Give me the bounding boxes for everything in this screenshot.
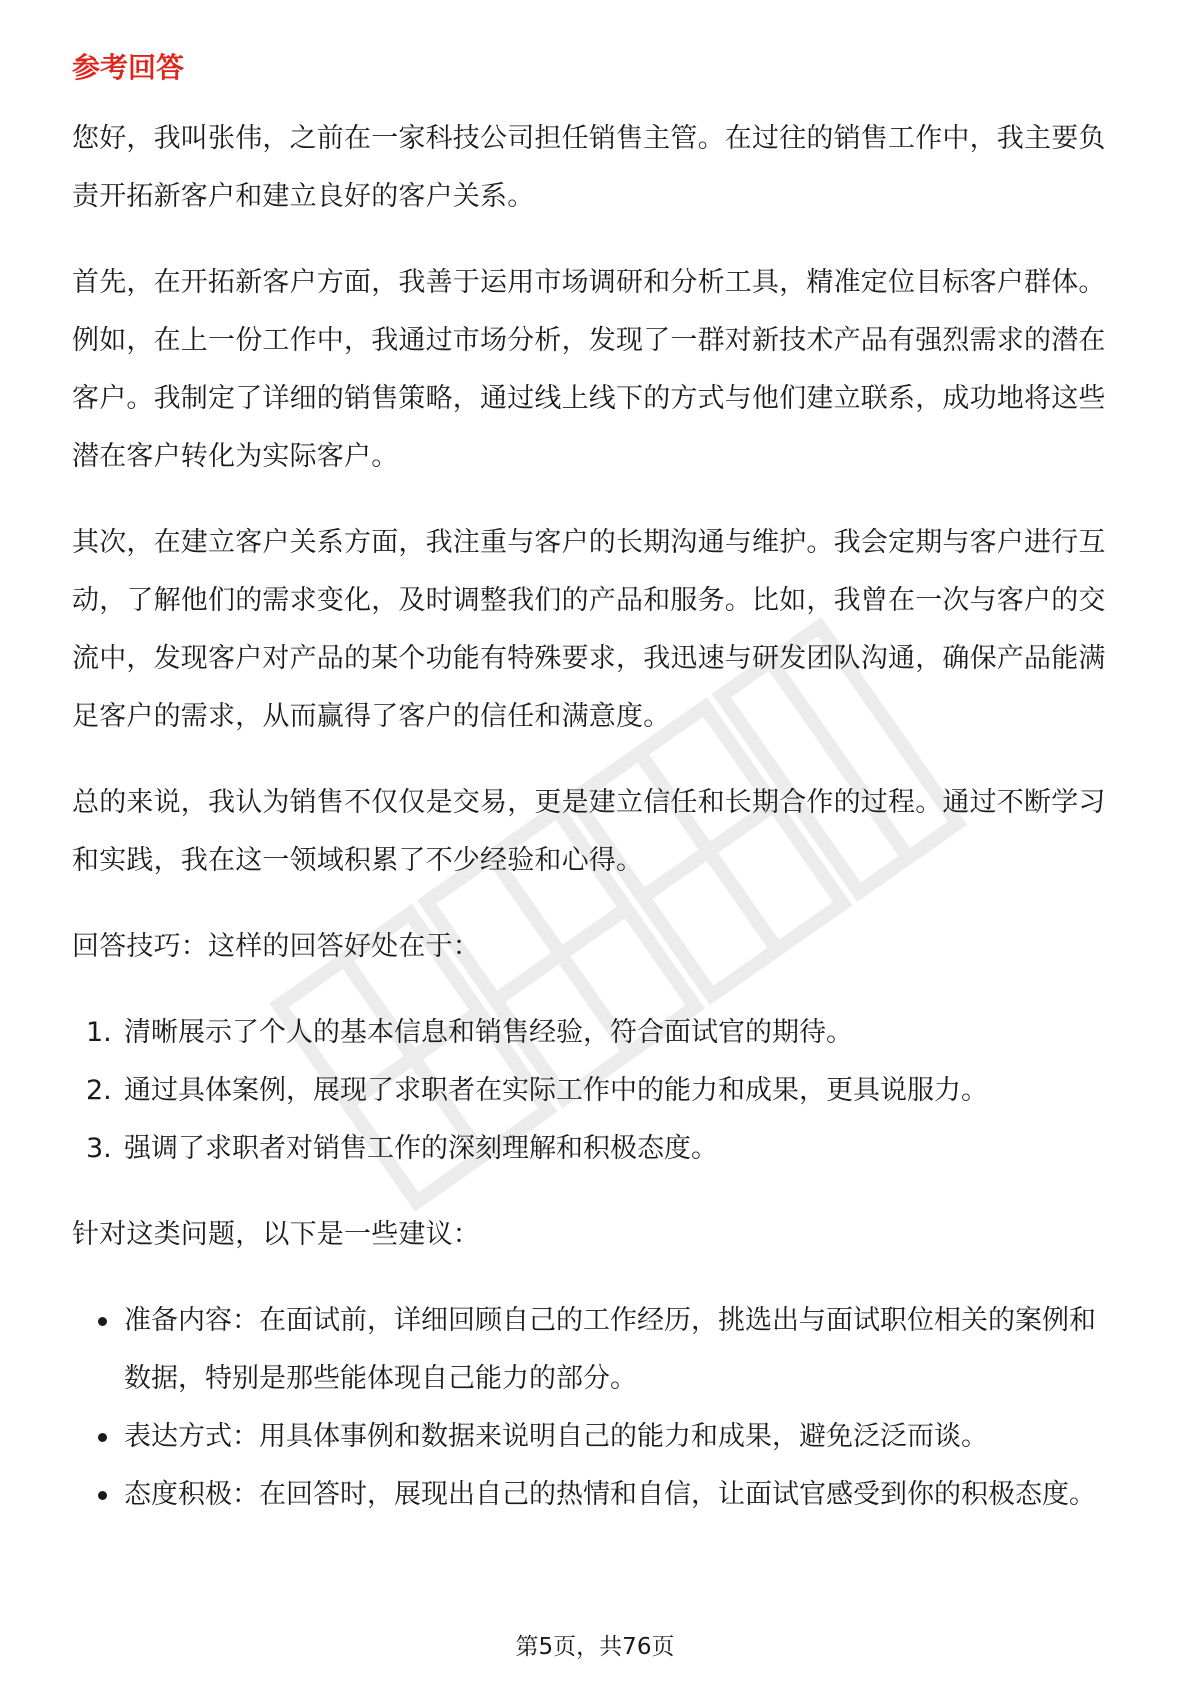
list-item-text: 强调了求职者对销售工作的深刻理解和积极态度。 (124, 1133, 718, 1164)
list-item-text: 表达方式：用具体事例和数据来说明自己的能力和成果，避免泛泛而谈。 (124, 1421, 988, 1452)
list-number: 1. (86, 1017, 112, 1048)
advice-intro: 针对这类问题，以下是一些建议： (72, 1219, 480, 1250)
summary-paragraph: 总的来说，我认为销售不仅仅是交易，更是建立信任和长期合作的过程。通过不断学习和实践，我在这一领域积累了不少经验和心得。 (72, 787, 1106, 876)
list-number: 2. (86, 1075, 112, 1106)
list-item (72, 1062, 1122, 1120)
section-heading: 参考回答 (72, 51, 185, 84)
list-number: 3. (86, 1133, 112, 1164)
bullet-icon (98, 1491, 107, 1500)
list-item-text: 准备内容：在面试前，详细回顾自己的工作经历，挑选出与面试职位相关的案例和数据，特别是那些能体现自己能力的部分。 (124, 1305, 1096, 1394)
list-item (72, 1120, 1122, 1178)
tips-intro: 回答技巧：这样的回答好处在于： (72, 931, 480, 962)
client-relations-paragraph: 其次，在建立客户关系方面，我注重与客户的长期沟通与维护。我会定期与客户进行互动，了解他们的需求变化，及时调整我们的产品和服务。比如，我曾在一次与客户的交流中，发现客户对产品的某个功能有特殊要求，我迅速与研发团队沟通，确保产品能满足客户的需求，从而赢得了客户的信任和满意度。 (72, 527, 1106, 732)
advice-list (72, 1292, 1122, 1524)
list-item-text: 通过具体案例，展现了求职者在实际工作中的能力和成果，更具说服力。 (124, 1075, 988, 1106)
list-item (72, 1004, 1122, 1062)
list-item (72, 1292, 1122, 1408)
tips-list (72, 1004, 1122, 1178)
page-number: 第5页，共76页 (515, 1634, 675, 1660)
list-item (72, 1466, 1122, 1524)
intro-paragraph: 您好，我叫张伟，之前在一家科技公司担任销售主管。在过往的销售工作中，我主要负责开拓新客户和建立良好的客户关系。 (72, 123, 1106, 212)
list-item-text: 清晰展示了个人的基本信息和销售经验，符合面试官的期待。 (124, 1017, 853, 1048)
bullet-icon (98, 1433, 107, 1442)
new-clients-paragraph: 首先，在开拓新客户方面，我善于运用市场调研和分析工具，精准定位目标客户群体。例如，在上一份工作中，我通过市场分析，发现了一群对新技术产品有强烈需求的潜在客户。我制定了详细的销售策略，通过线上线下的方式与他们建立联系，成功地将这些潜在客户转化为实际客户。 (72, 267, 1106, 472)
list-item-text: 态度积极：在回答时，展现出自己的热情和自信，让面试官感受到你的积极态度。 (124, 1479, 1096, 1510)
main-content (72, 48, 1122, 1524)
list-item (72, 1408, 1122, 1466)
bullet-icon (98, 1317, 107, 1326)
